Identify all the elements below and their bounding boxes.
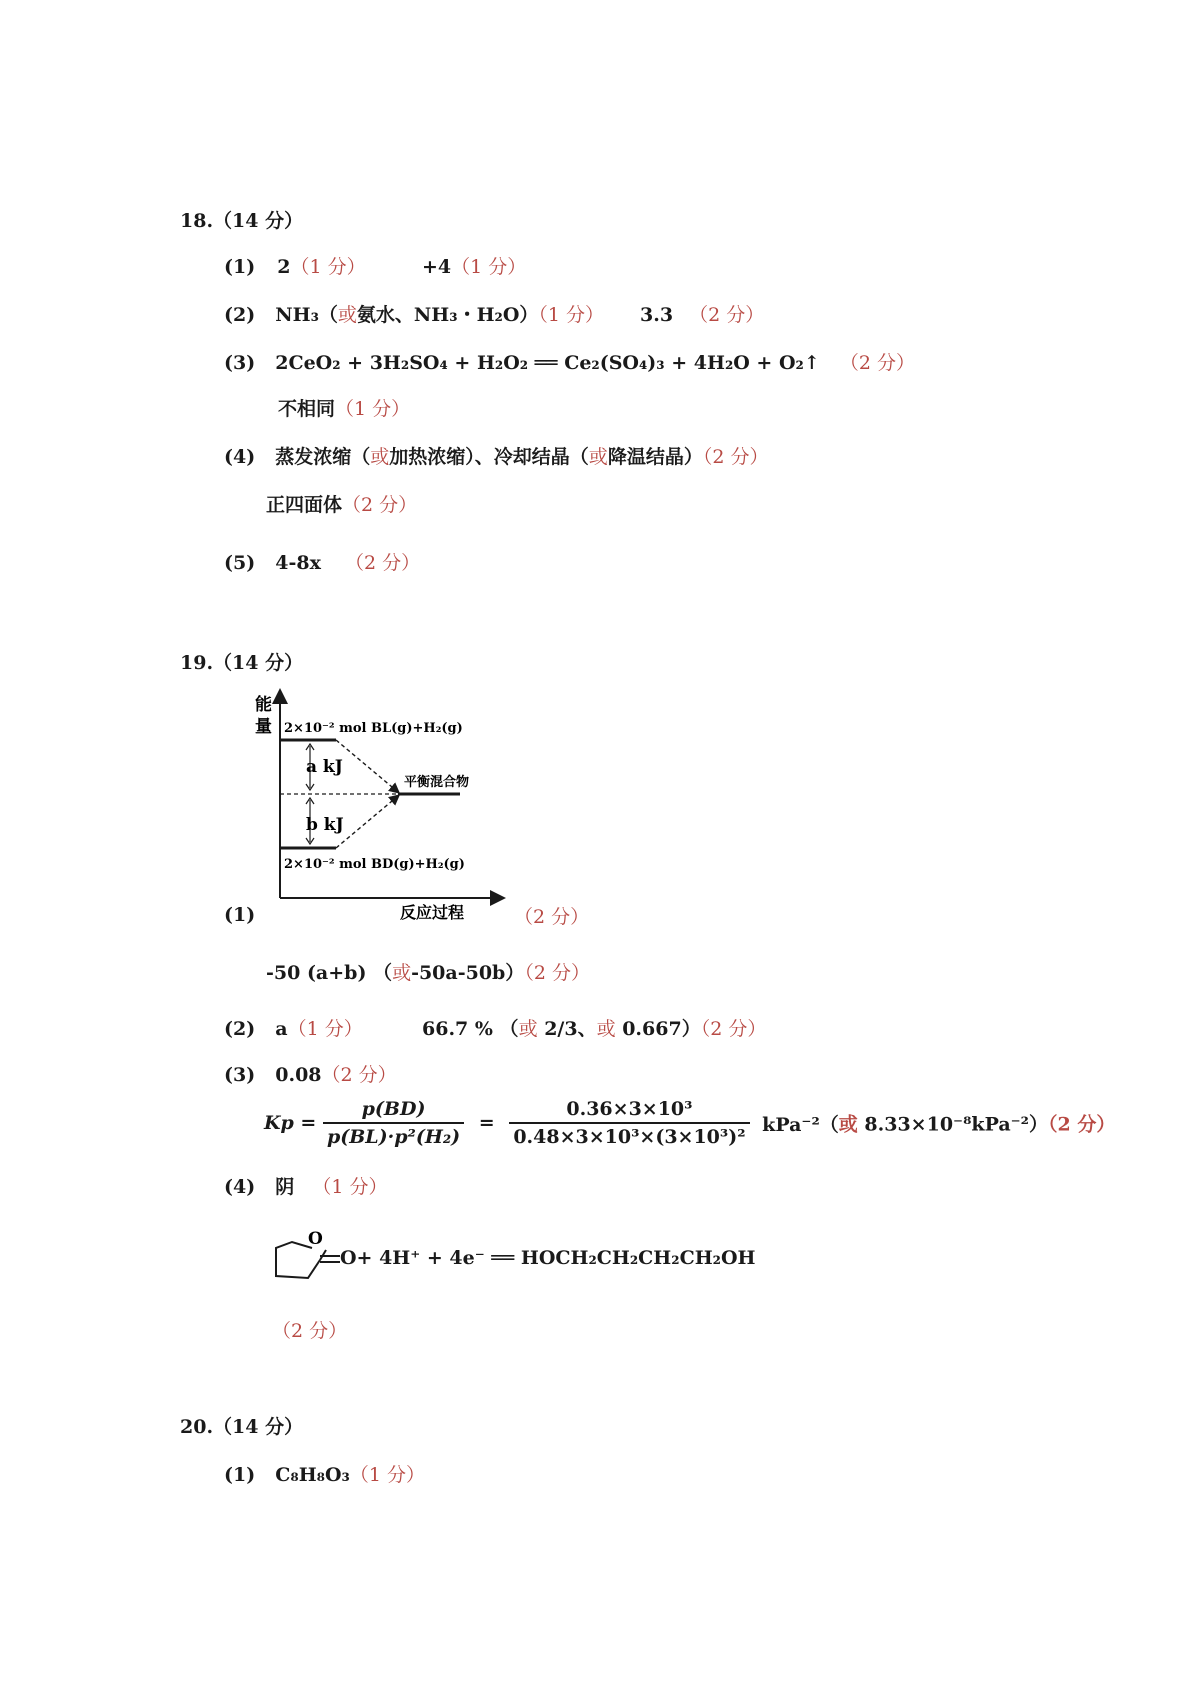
answer: 4-8x	[275, 552, 321, 574]
or-word: 或	[588, 446, 608, 468]
score: （2 分）	[1048, 1113, 1116, 1136]
x-axis-label: 反应过程	[400, 903, 465, 922]
score: （2 分）	[702, 446, 769, 468]
y-axis-label-2: 量	[255, 717, 272, 737]
answer: C₈H₈O₃	[275, 1464, 350, 1486]
score: （2 分）	[839, 352, 915, 374]
fraction-denominator: 0.48×3×10³×(3×10³)²	[513, 1126, 746, 1148]
q19-title: 19.（14 分）	[180, 652, 304, 674]
q18-part3-answer2	[278, 394, 410, 421]
butyrolactone-structure	[262, 1222, 342, 1292]
q18-part1-answer2	[422, 252, 526, 279]
q18-part2-answer2	[640, 300, 764, 327]
answer: 不相同	[278, 398, 336, 420]
q19-part2	[224, 1014, 363, 1041]
answer: 蒸发浓缩（	[275, 446, 371, 468]
score: （2 分）	[514, 906, 590, 928]
equals-sign: =	[478, 1112, 495, 1134]
q18-part4	[224, 442, 768, 469]
score: （2 分）	[342, 494, 418, 516]
q20-title: 20.（14 分）	[180, 1416, 304, 1438]
part-label: (2)	[224, 304, 256, 326]
answer: 3.3	[640, 304, 674, 326]
score: （1 分）	[538, 304, 605, 326]
score: （2 分）	[321, 1064, 397, 1086]
score: （2 分）	[524, 962, 590, 984]
part-label: (5)	[224, 552, 256, 574]
or-word: 或	[518, 1018, 538, 1040]
score: （1 分）	[290, 256, 366, 278]
part-label: (4)	[224, 1176, 256, 1198]
answer: -50 (a+b) （	[266, 962, 393, 984]
q19-part2-answer2	[422, 1014, 766, 1041]
answer: 阴	[275, 1176, 295, 1198]
q18-title: 18.（14 分）	[180, 210, 304, 232]
q18-part3	[224, 348, 915, 375]
answer: 加热浓缩）、冷却结晶（	[389, 446, 589, 468]
ring-oxygen: O	[308, 1229, 323, 1249]
q19-part4-score2: （2 分）	[272, 1320, 348, 1342]
score: （1 分）	[349, 1464, 425, 1486]
answer: 0.667）	[615, 1018, 701, 1040]
part-label: (1)	[224, 1464, 256, 1486]
q18-part2	[224, 300, 604, 327]
q18-part5	[224, 548, 420, 575]
score: （1 分）	[451, 256, 527, 278]
q20-part1	[224, 1460, 425, 1487]
part-label: (3)	[224, 352, 256, 374]
energy-diagram	[250, 686, 510, 926]
score: （2 分）	[344, 552, 421, 574]
a-kj-label: a kJ	[306, 757, 343, 777]
answer: +4	[422, 256, 452, 278]
kp-fraction-numeric	[509, 1098, 749, 1148]
score: （1 分）	[312, 1176, 388, 1198]
kp-alt-value: 8.33×10⁻⁸kPa⁻²）	[857, 1113, 1049, 1136]
part-label: (3)	[224, 1064, 256, 1086]
or-word: 或	[392, 962, 412, 984]
answer: 2/3、	[537, 1018, 597, 1040]
answer: 正四面体	[266, 494, 343, 516]
or-word: 或	[370, 446, 390, 468]
score: （2 分）	[700, 1018, 767, 1040]
answer: NH₃（	[275, 304, 338, 326]
answer: -50a-50b）	[411, 962, 525, 984]
answer: 降温结晶）	[607, 446, 703, 468]
q19-part1-label	[224, 904, 255, 926]
part-label: (4)	[224, 446, 256, 468]
answer: 0.08	[275, 1064, 322, 1086]
level-middle-label: 平衡混合物	[404, 775, 470, 790]
q19-part4	[224, 1172, 387, 1199]
equation: 2CeO₂ + 3H₂SO₄ + H₂O₂ ══ Ce₂(SO₄)₃ + 4H₂O + O₂↑	[275, 352, 820, 374]
fraction-denominator: p(BL)·p²(H₂)	[326, 1126, 461, 1148]
q18-part4-answer2	[266, 490, 417, 517]
answer: 2	[277, 256, 291, 278]
level-top-label: 2×10⁻² mol BL(g)+H₂(g)	[284, 721, 463, 736]
part-label: (1)	[224, 256, 256, 278]
answer: a	[275, 1018, 288, 1040]
q18-part1	[224, 252, 366, 279]
kp-expression	[264, 1098, 1115, 1148]
q19-part4-equation: O+ 4H⁺ + 4e⁻ ══ HOCH₂CH₂CH₂CH₂OH	[340, 1247, 756, 1269]
path-top-to-mid	[336, 740, 398, 792]
score: （2 分）	[689, 304, 765, 326]
fraction-numerator: p(BD)	[323, 1098, 464, 1124]
path-bottom-to-mid	[336, 796, 398, 848]
part-label: (1)	[224, 904, 256, 926]
kp-unit: kPa⁻²（	[762, 1113, 839, 1136]
kp-lhs: Kp =	[264, 1112, 317, 1134]
q19-part1-score1	[514, 902, 589, 929]
q19-part3	[224, 1060, 397, 1087]
part-label: (2)	[224, 1018, 256, 1040]
or-word: 或	[596, 1018, 616, 1040]
kp-fraction-symbolic	[323, 1098, 464, 1148]
score: （1 分）	[287, 1018, 363, 1040]
b-kj-label: b kJ	[306, 815, 344, 835]
answer: 66.7 % （	[422, 1018, 519, 1040]
score: （1 分）	[335, 398, 411, 420]
y-axis-label-1: 能	[255, 695, 272, 715]
or-word: 或	[838, 1113, 858, 1136]
or-word: 或	[337, 304, 357, 326]
fraction-numerator: 0.36×3×10³	[509, 1098, 749, 1124]
q19-part1-answer	[266, 958, 590, 985]
answer: 氨水、NH₃・H₂O）	[356, 304, 539, 326]
level-bottom-label: 2×10⁻² mol BD(g)+H₂(g)	[284, 857, 465, 872]
